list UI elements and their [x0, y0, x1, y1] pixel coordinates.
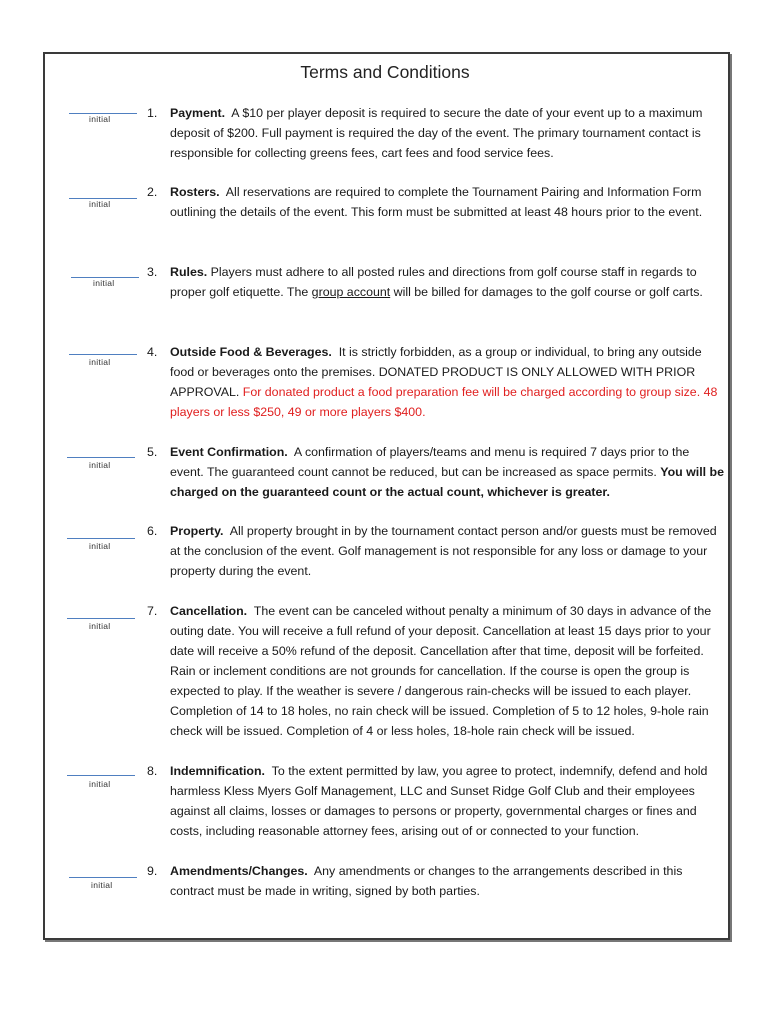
- group-account-link: group account: [311, 285, 391, 299]
- initial-label: initial: [89, 460, 111, 470]
- initial-label: initial: [89, 199, 111, 209]
- term-heading: Cancellation.: [170, 604, 248, 618]
- term-number: 3.: [147, 265, 158, 279]
- initial-field[interactable]: [67, 618, 135, 619]
- initial-label: initial: [89, 621, 111, 631]
- initial-field[interactable]: [67, 538, 135, 539]
- initial-field[interactable]: [67, 775, 135, 776]
- term-heading: Indemnification.: [170, 764, 265, 778]
- term-body: [170, 442, 726, 502]
- term-number: 2.: [147, 185, 158, 199]
- term-number: 7.: [147, 604, 158, 618]
- term-body: [170, 103, 726, 163]
- term-text-continued: will be billed for damages to the golf course or golf carts.: [390, 285, 703, 299]
- initial-field[interactable]: [69, 877, 137, 878]
- term-number: 9.: [147, 864, 158, 878]
- guaranteed-count-note: You will be charged on the guaranteed count or the actual count, whichever is greater.: [170, 465, 725, 499]
- term-text: A confirmation of players/teams and menu is required 7 days prior to the event. The guaranteed count cannot be reduced, but can be increased as space permits.: [170, 445, 690, 479]
- initial-label: initial: [93, 278, 115, 288]
- term-body: [170, 262, 726, 302]
- term-text: Players must adhere to all posted rules and directions from golf course staff in regards to proper golf etiquette. The: [170, 265, 697, 299]
- initial-field[interactable]: [67, 457, 135, 458]
- term-text: The event can be canceled without penalty a minimum of 30 days in advance of the outing date. You will receive a full refund of your deposit. Cancellation at least 15 days prior to your date will receive a 50% refund of the deposit. Cancellation after that time, deposit will be forfeited. Rain or inclement conditions are not grounds for cancellation. If the course is open the group is expected to play. If the weather is severe / dangerous rain-checks will be issued to each player. Completion of 14 to 18 holes, no rain check will be issued. Completion of 5 to 12 holes, 9-hole rain check will be issued. Completion of 4 or less holes, 18-hole rain check will be issued.: [170, 604, 712, 738]
- term-text: To the extent permitted by law, you agree to protect, indemnify, defend and hold harmless Kless Myers Golf Management, LLC and Sunset Ridge Golf Club and their employees against all claims, losses or damages to persons or property, governmental charges or fines and costs, including reasonable attorney fees, arising out of or connected to your function.: [170, 764, 708, 838]
- term-body: [170, 761, 726, 841]
- term-body: [170, 342, 726, 422]
- term-body: [170, 601, 726, 741]
- term-body: [170, 521, 726, 581]
- term-heading: Amendments/Changes.: [170, 864, 308, 878]
- initial-label: initial: [89, 779, 111, 789]
- term-heading: Property.: [170, 524, 224, 538]
- term-text: It is strictly forbidden, as a group or individual, to bring any outside food or beverages onto the premises. DONATED PRODUCT IS ONLY ALLOWED WITH PRIOR APPROVAL.: [170, 345, 702, 399]
- donated-product-fee-note: For donated product a food preparation fee will be charged according to group size. 48 players or less $250, 49 or more players $400.: [170, 385, 718, 419]
- initial-field[interactable]: [69, 354, 137, 355]
- term-text: Any amendments or changes to the arrangements described in this contract must be made in writing, signed by both parties.: [170, 864, 683, 898]
- term-heading: Rosters.: [170, 185, 220, 199]
- term-heading: Rules.: [170, 265, 208, 279]
- term-text: All property brought in by the tournament contact person and/or guests must be removed at the conclusion of the event. Golf management is not responsible for any loss or damage to your property during the event.: [170, 524, 717, 578]
- term-text: A $10 per player deposit is required to secure the date of your event up to a maximum deposit of $200. Full payment is required the day of the event. The primary tournament contact is responsible for collecting greens fees, cart fees and food service fees.: [170, 106, 703, 160]
- term-number: 4.: [147, 345, 158, 359]
- term-heading: Outside Food & Beverages.: [170, 345, 332, 359]
- initial-label: initial: [89, 541, 111, 551]
- term-number: 6.: [147, 524, 158, 538]
- term-heading: Payment.: [170, 106, 226, 120]
- term-text: All reservations are required to complete the Tournament Pairing and Information Form outlining the details of the event. This form must be submitted at least 48 hours prior to the event.: [170, 185, 703, 219]
- term-number: 1.: [147, 106, 158, 120]
- initial-label: initial: [89, 357, 111, 367]
- initial-label: initial: [91, 880, 113, 890]
- term-body: [170, 182, 726, 222]
- term-number: 5.: [147, 445, 158, 459]
- term-heading: Event Confirmation.: [170, 445, 288, 459]
- page-title: Terms and Conditions: [300, 62, 470, 82]
- initial-label: initial: [89, 114, 111, 124]
- term-body: [170, 861, 726, 901]
- term-number: 8.: [147, 764, 158, 778]
